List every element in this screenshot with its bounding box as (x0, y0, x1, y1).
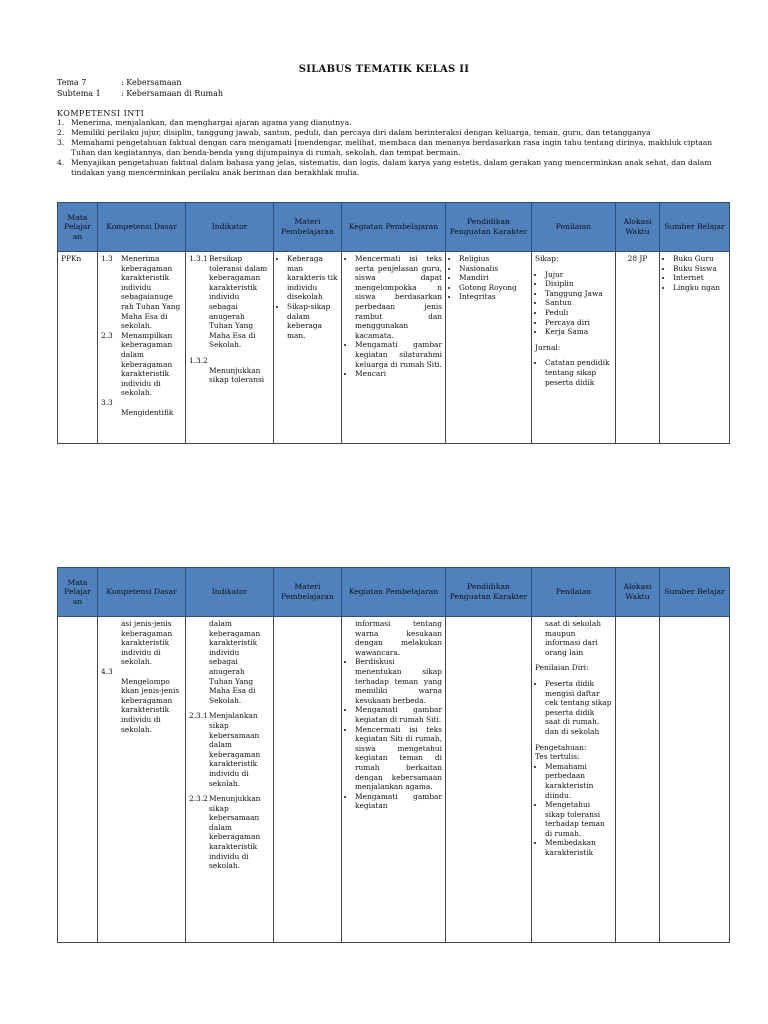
table-header-row (58, 568, 730, 617)
table-row (58, 617, 730, 943)
cell-alokasi (616, 617, 660, 943)
list-item: • Peduli (545, 308, 612, 318)
list-item: • Mengamati gambar kegiatan silaturahmi keluarga di rumah Siti. (355, 340, 442, 369)
syllabus-table-2 (57, 567, 730, 943)
tes-tertulis-label: Tes tertulis: (535, 752, 580, 762)
ki-heading: KOMPETENSI INTI (57, 109, 145, 118)
list-item: • Keberaga man karakteris tik individu disekolah (287, 254, 338, 302)
list-item: • Integritas (459, 292, 528, 302)
cell-indikator: 1.3.1 Bersikap toleransi dalam keberagaman karakteristik individu sebagai anugerah Tuhan Yang Maha Esa di Sekolah. 1.3.2 Menunjukkan sikap toleransi (186, 252, 274, 444)
header-materi: Materi Pembelajaran (274, 203, 342, 252)
cell-alokasi: 28 JP (616, 252, 660, 444)
cell-mapel: PPKn (58, 252, 98, 444)
header-indikator: Indikator (186, 203, 274, 252)
table-row (58, 252, 730, 444)
list-item: • Tanggung Jawa (545, 289, 612, 299)
pengetahuan-label: Pengetahuan: (535, 742, 587, 752)
header-indikator: Indikator (186, 568, 274, 617)
cell-kd: asi jenis-jenis keberagaman karakteristik individu di sekolah. 4.3 Mengelompo kkan jenis-jenis keberagaman karakteristik individu di sekolah. (98, 617, 186, 943)
cell-kegiatan (342, 252, 446, 444)
ki-item: 3. Memahami pengetahuan faktual dengan cara mengamati [mendengar, melihat, membaca dan menanya berdasarkan rasa ingin tahu tentang dirinya, makhluk ciptaan Tuhan dan kegiatannya, dan benda-benda yang dijumpainya di rumah, sekolah, dan tempat bermain. (57, 138, 713, 157)
cell-penilaian: saat di sekolah maupun informasi dari orang lain Penilaian Diri: • Peserta didik mengisi daftar cek tentang sikap peserta didik saat di rumah, dan di sekolah Pengetahuan: Tes tertulis: • Memahami perbedaan karakteristin diindu. • Mengetahui sikap toleransi terhadap teman di rumah. • Membedakan karakteristik (532, 617, 616, 943)
header-penilaian: Penilaian (532, 203, 616, 252)
ki-item: 4. Menyajikan pengetahuan faktual dalam bahasa yang jelas, sistematis, dan logis, dalam karya yang estetis, dalam gerakan yang mencerminkan anak sehat, dan dalam tindakan yang mencerminkan perilaku anak beriman dan berakhlak mulia. (57, 158, 712, 177)
tema-value: : Kebersamaan (121, 78, 182, 87)
header-kegiatan: Kegiatan Pembelajaran (342, 568, 446, 617)
subtema-value: : Kebersamaan di Rumah (121, 89, 224, 98)
list-item: • Disiplin (545, 279, 612, 289)
table-header-row (58, 203, 730, 252)
list-item: • Mencermati isi teks kegiatan Siti di rumah, siswa mengetahui kegiatan teman di rumah berkaitan dengan kebersamaan menjalankan agama. (355, 725, 442, 792)
header-karakter: Pendidikan Penguatan Karakter (446, 203, 532, 252)
jurnal-label: Jurnal: (535, 342, 561, 352)
list-item: • Internet (673, 273, 726, 283)
list-item: • Mengamati gambar kegiatan di rumah Siti. (355, 705, 442, 724)
list-item: • Santun (545, 298, 612, 308)
header-alokasi: Alokasi Waktu (616, 568, 660, 617)
list-item: • Gotong Royong (459, 283, 528, 293)
cell-kd: 1.3 Menerima keberagaman karakteristik individu sebagaianuge rah Tuhan Yang Maha Esa di sekolah. 2.3 Menampilkan keberagaman dalam keberagaman karakteristik individu di sekolah. 3.3 Mengidentifik (98, 252, 186, 444)
list-item: • Buku Siswa (673, 264, 726, 274)
cell-penilaian (532, 252, 616, 444)
header-mapel: Mata Pelajar an (58, 203, 98, 252)
header-kd: Kompetensi Dasar (98, 568, 186, 617)
list-item: • Berdiskusi menentukan sikap terhadap teman yang memiliki warna kesukaan berbeda. (355, 657, 442, 705)
header-kegiatan: Kegiatan Pembelajaran (342, 203, 446, 252)
header-mapel: Mata Pelajar an (58, 568, 98, 617)
document-title: SILABUS TEMATIK KELAS II (298, 64, 470, 75)
list-item: • Percaya diri (545, 318, 612, 328)
list-item: • Sikap-sikap dalam keberaga man. (287, 302, 338, 340)
list-item: • Nasionalis (459, 264, 528, 274)
cell-materi (274, 617, 342, 943)
header-penilaian: Penilaian (532, 568, 616, 617)
list-item: • Mencermati isi teks serta penjelasan guru, siswa dapat mengelompokka n siswa berdasarkan perbedaan jenis rambut dan menggunakan kacamata. (355, 254, 442, 340)
syllabus-table-1 (57, 202, 730, 444)
cell-mapel (58, 617, 98, 943)
cell-karakter (446, 252, 532, 444)
list-item: • Buku Guru (673, 254, 726, 264)
list-item: • Mengamati gambar kegiatan (355, 792, 442, 811)
cell-sumber (660, 252, 730, 444)
header-karakter: Pendidikan Penguatan Karakter (446, 568, 532, 617)
list-item: • Religius (459, 254, 528, 264)
list-item: • Mencari (355, 369, 442, 379)
list-item: • Peserta didik mengisi daftar cek tentang sikap peserta didik saat di rumah, dan di sekolah (545, 679, 612, 737)
tema-row (57, 77, 182, 88)
tema-label: Tema 7 (57, 78, 87, 87)
list-item: • Membedakan karakteristik (545, 838, 612, 857)
list-item: • Jujur (545, 270, 612, 280)
cell-indikator: dalam keberagaman karakteristik individu sebagai anugerah Tuhan Yang Maha Esa di Sekolah. 2.3.1 Menjalankan sikap kebersamaan dalam keberagaman karakteristik individu di sekolah. 2.3.2 Menunjukkan sikap kebersamaan dalam keberagaman karakteristik individu di sekolah. (186, 617, 274, 943)
list-item: • Catatan pendidik tentang sikap peserta didik (545, 358, 612, 387)
ki-item: 1. Menerima, menjalankan, dan menghargai ajaran agama yang dianutnya. (57, 118, 352, 127)
ki-list (57, 118, 717, 178)
subtema-row (57, 88, 223, 99)
cell-kegiatan: informasi tentang warna kesukaan dengan melakukan wawancara. • Berdiskusi menentukan sikap terhadap teman yang memiliki warna kesukaan berbeda. • Mengamati gambar kegiatan di rumah Siti. • Mencermati isi teks kegiatan Siti di rumah, siswa mengetahui kegiatan teman di rumah berkaitan dengan kebersamaan menjalankan agama. • Mengamati gambar kegiatan (342, 617, 446, 943)
cell-karakter (446, 617, 532, 943)
cell-sumber (660, 617, 730, 943)
subtema-label: Subtema 1 (57, 89, 101, 98)
header-kd: Kompetensi Dasar (98, 203, 186, 252)
penilaian-diri-label: Penilaian Diri: (535, 663, 589, 673)
header-sumber: Sumber Belajar (660, 568, 730, 617)
header-materi: Materi Pembelajaran (274, 568, 342, 617)
list-item: • Mengetahui sikap toleransi terhadap teman di rumah. (545, 800, 612, 838)
ki-item: 2. Memiliki perilaku jujur, disiplin, tanggung jawab, santun, peduli, dan percaya diri dalam berinteraksi dengan keluarga, teman, guru, dan tetangganya (57, 128, 651, 137)
header-alokasi: Alokasi Waktu (616, 203, 660, 252)
list-item: • Kerja Sama (545, 327, 612, 337)
list-item: • Memahami perbedaan karakteristin diindu. (545, 762, 612, 800)
sikap-label: Sikap: (535, 254, 559, 263)
header-sumber: Sumber Belajar (660, 203, 730, 252)
list-item: • Mandiri (459, 273, 528, 283)
list-item: • Lingku ngan (673, 283, 726, 293)
cell-materi (274, 252, 342, 444)
